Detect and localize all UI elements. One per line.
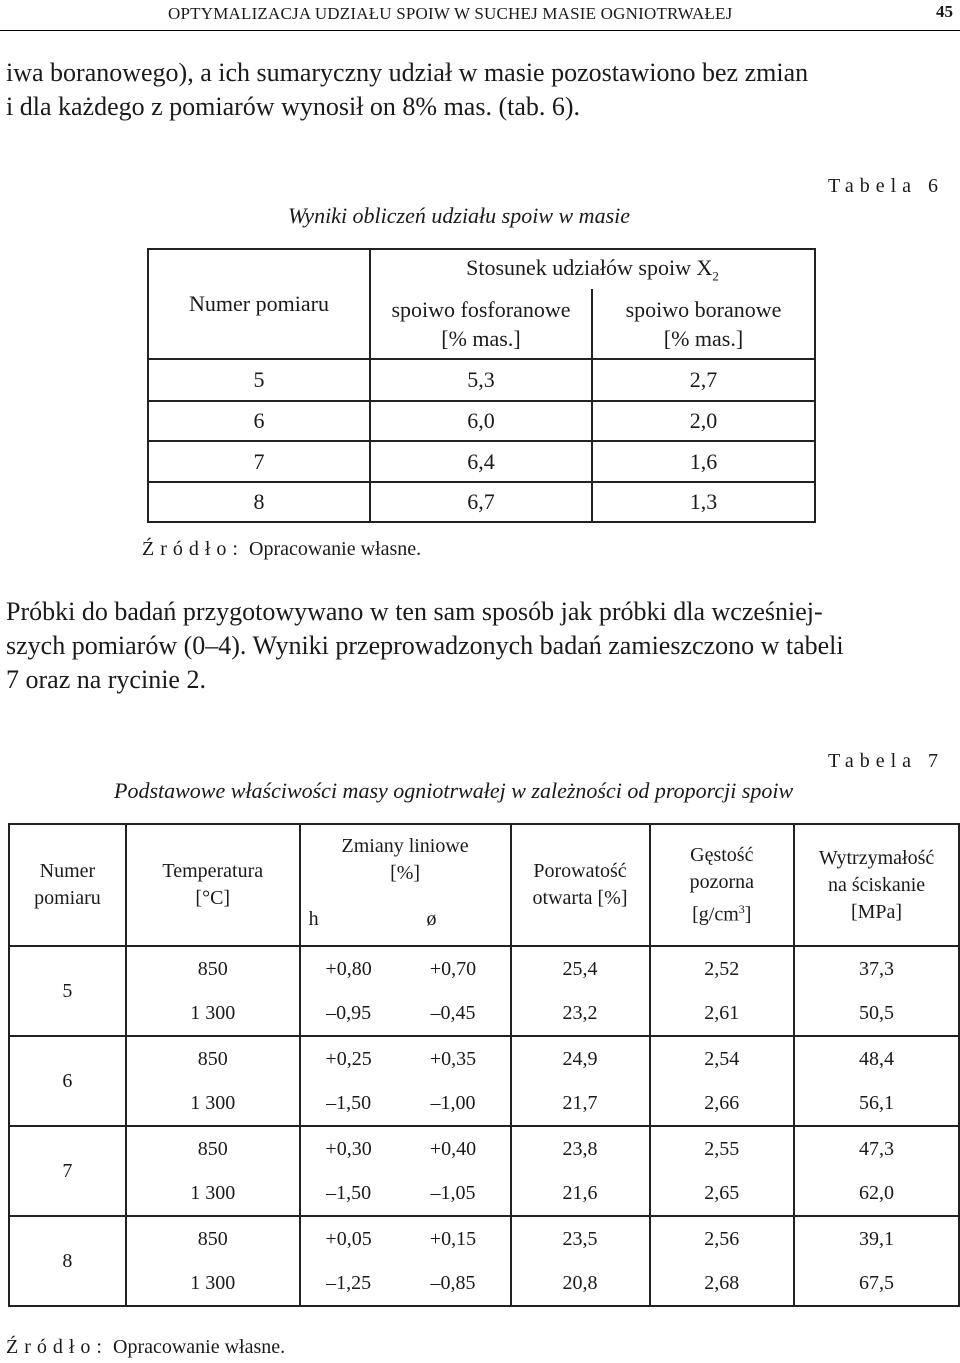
table7-cell-o: –0,85 [396, 1261, 510, 1306]
table7-label: Tabela 7 [828, 750, 945, 772]
table7-header-numer [9, 824, 126, 946]
table7-cell-numer: 5 [9, 946, 126, 1036]
table7-cell-o: +0,40 [396, 1126, 510, 1171]
intro-line-1: iwa boranowego), a ich sumaryczny udział w masie pozostawiono bez zmian [6, 58, 809, 87]
table6-cell-boranowe: 2,7 [592, 359, 815, 401]
header-rule [0, 30, 960, 31]
table7-cell-porowatosc: 23,2 [511, 991, 650, 1036]
table7-header-temp [126, 824, 300, 946]
table6-row [148, 482, 815, 522]
table7-cell-h: –1,50 [300, 1081, 397, 1126]
table7-cell-wytrzymalosc: 56,1 [794, 1081, 959, 1126]
table7-cell-numer: 6 [9, 1036, 126, 1126]
table7-cell-wytrzymalosc: 47,3 [794, 1126, 959, 1171]
table7-row [9, 1081, 959, 1126]
table6-caption: Wyniki obliczeń udziału spoiw w masie [288, 203, 631, 228]
table7-header-wytrzymalosc [794, 824, 959, 946]
table7-header-temp-l1: Temperatura [162, 860, 264, 882]
table6-source-label: Źródło: [142, 538, 244, 560]
table7-cell-gestosc: 2,65 [650, 1171, 795, 1216]
table7-cell-porowatosc: 23,8 [511, 1126, 650, 1171]
table6-header-boranowe-l1: spoiwo boranowe [625, 296, 782, 322]
table6-cell-numer: 8 [148, 482, 370, 522]
middle-line-3: 7 oraz na rycinie 2. [6, 665, 206, 694]
table7-cell-wytrzymalosc: 62,0 [794, 1171, 959, 1216]
table7 [8, 823, 960, 1307]
table7-header-porowatosc-l1: Porowatość [533, 860, 627, 882]
page-number: 45 [936, 2, 953, 21]
table6-label: Tabela 6 [828, 175, 945, 197]
table7-cell-gestosc: 2,66 [650, 1081, 795, 1126]
table6-cell-boranowe: 1,3 [592, 482, 815, 522]
table7-header-gestosc-l3: [g/cm [692, 903, 739, 926]
table6-header-fosforanowe-l2: [% mas.] [441, 325, 521, 351]
table7-header-zmiany [300, 824, 511, 894]
table7-header-h: h [300, 894, 397, 946]
table6-header-numer [148, 249, 370, 359]
table6-cell-fosforanowe: 5,3 [370, 359, 592, 401]
table7-cell-o: –0,45 [396, 991, 510, 1036]
table7-header-numer-l1: Numer [39, 860, 96, 882]
table6-header-group [370, 249, 815, 289]
table7-cell-wytrzymalosc: 48,4 [794, 1036, 959, 1081]
table6-header-boranowe-l2: [% mas.] [663, 325, 744, 351]
table7-cell-wytrzymalosc: 50,5 [794, 991, 959, 1036]
table7-cell-temp: 1 300 [126, 1171, 300, 1216]
table7-header-porowatosc-l2: otwarta [%] [532, 887, 628, 909]
table7-header-gestosc-sup: 3 [738, 901, 745, 916]
table7-cell-temp: 850 [126, 1036, 300, 1081]
table6-cell-fosforanowe: 6,4 [370, 441, 592, 482]
table7-cell-gestosc: 2,61 [650, 991, 795, 1036]
middle-paragraph [6, 595, 954, 697]
table7-cell-porowatosc: 20,8 [511, 1261, 650, 1306]
table6-header-numer-text: Numer pomiaru [189, 291, 329, 316]
table7-caption: Podstawowe właściwości masy ogniotrwałej w zależności od proporcji spoiw [114, 778, 794, 803]
table7-cell-h: –1,25 [300, 1261, 397, 1306]
table7-header-gestosc-l2: pozorna [689, 870, 755, 893]
table7-header-gestosc-l4: ] [744, 903, 752, 926]
table7-cell-porowatosc: 23,5 [511, 1216, 650, 1261]
middle-line-2: szych pomiarów (0–4). Wyniki przeprowadzonych badań zamieszczono w tabeli [6, 631, 844, 660]
table6-header-group-text: Stosunek udziałów spoiw X [466, 254, 713, 280]
table6 [147, 248, 816, 523]
table7-header-o: ø [396, 894, 510, 946]
table7-cell-numer: 7 [9, 1126, 126, 1216]
table7-cell-wytrzymalosc: 67,5 [794, 1261, 959, 1306]
table7-cell-o: +0,15 [396, 1216, 510, 1261]
table7-header-wytrzymalosc-l1: Wytrzymałość [818, 846, 935, 869]
table7-cell-temp: 850 [126, 1126, 300, 1171]
table7-header-zmiany-l1: Zmiany liniowe [341, 834, 469, 857]
table6-source-text: Opracowanie własne. [249, 538, 422, 560]
table7-header-wytrzymalosc-l3: [MPa] [850, 900, 903, 923]
table7-header-temp-l2: [°C] [195, 887, 231, 909]
table7-cell-o: +0,35 [396, 1036, 510, 1081]
table7-cell-h: +0,05 [300, 1216, 397, 1261]
table6-row [148, 441, 815, 482]
table6-header-fosforanowe-l1: spoiwo fosforanowe [391, 296, 571, 322]
middle-line-1: Próbki do badań przygotowywano w ten sam sposób jak próbki dla wcześniej- [6, 597, 823, 626]
table7-cell-temp: 1 300 [126, 991, 300, 1036]
table7-row [9, 991, 959, 1036]
table7-cell-gestosc: 2,52 [650, 946, 795, 991]
running-header [0, 0, 960, 30]
table7-row [9, 1261, 959, 1306]
table7-cell-porowatosc: 24,9 [511, 1036, 650, 1081]
table7-header-zmiany-l2: [%] [390, 861, 421, 884]
table7-cell-o: –1,05 [396, 1171, 510, 1216]
table7-cell-gestosc: 2,55 [650, 1126, 795, 1171]
table6-row [148, 401, 815, 441]
table6-cell-numer: 6 [148, 401, 370, 441]
table7-cell-gestosc: 2,54 [650, 1036, 795, 1081]
table6-row [148, 359, 815, 401]
table7-row [9, 946, 959, 991]
table7-source [6, 1336, 285, 1359]
table7-cell-temp: 850 [126, 946, 300, 991]
table6-cell-fosforanowe: 6,7 [370, 482, 592, 522]
table7-cell-gestosc: 2,56 [650, 1216, 795, 1261]
table7-header-porowatosc [511, 824, 650, 946]
running-title: OPTYMALIZACJA UDZIAŁU SPOIW W SUCHEJ MASIE OGNIOTRWAŁEJ [168, 4, 733, 23]
table7-row [9, 1171, 959, 1216]
table7-cell-porowatosc: 25,4 [511, 946, 650, 991]
table6-cell-numer: 7 [148, 441, 370, 482]
table7-cell-o: +0,70 [396, 946, 510, 991]
table6-header-fosforanowe [370, 289, 592, 359]
table7-row [9, 1036, 959, 1081]
table7-row [9, 1216, 959, 1261]
intro-paragraph [6, 56, 954, 124]
table7-header-gestosc-l1: Gęstość [690, 843, 754, 866]
table7-source-text: Opracowanie własne. [113, 1336, 286, 1358]
table7-header-numer-l2: pomiaru [34, 887, 101, 909]
table7-cell-o: –1,00 [396, 1081, 510, 1126]
table7-cell-numer: 8 [9, 1216, 126, 1306]
table6-cell-boranowe: 2,0 [592, 401, 815, 441]
table7-cell-temp: 1 300 [126, 1081, 300, 1126]
table7-cell-wytrzymalosc: 37,3 [794, 946, 959, 991]
table6-cell-numer: 5 [148, 359, 370, 401]
table6-header-group-sub: 2 [712, 268, 719, 284]
table7-cell-temp: 1 300 [126, 1261, 300, 1306]
table7-cell-h: +0,30 [300, 1126, 397, 1171]
table7-cell-h: –0,95 [300, 991, 397, 1036]
table7-header-gestosc [650, 824, 795, 946]
table7-cell-temp: 850 [126, 1216, 300, 1261]
table7-cell-gestosc: 2,68 [650, 1261, 795, 1306]
table7-cell-h: +0,25 [300, 1036, 397, 1081]
table7-row [9, 1126, 959, 1171]
table7-cell-wytrzymalosc: 39,1 [794, 1216, 959, 1261]
intro-line-2: i dla każdego z pomiarów wynosił on 8% mas. (tab. 6). [6, 92, 581, 121]
table7-cell-h: –1,50 [300, 1171, 397, 1216]
table7-source-label: Źródło: [6, 1336, 108, 1358]
table7-cell-porowatosc: 21,7 [511, 1081, 650, 1126]
table7-header-wytrzymalosc-l2: na ściskanie [827, 873, 926, 896]
table6-cell-boranowe: 1,6 [592, 441, 815, 482]
table6-header-boranowe [592, 289, 815, 359]
table6-source [142, 538, 421, 561]
table6-cell-fosforanowe: 6,0 [370, 401, 592, 441]
table7-cell-h: +0,80 [300, 946, 397, 991]
table7-cell-porowatosc: 21,6 [511, 1171, 650, 1216]
